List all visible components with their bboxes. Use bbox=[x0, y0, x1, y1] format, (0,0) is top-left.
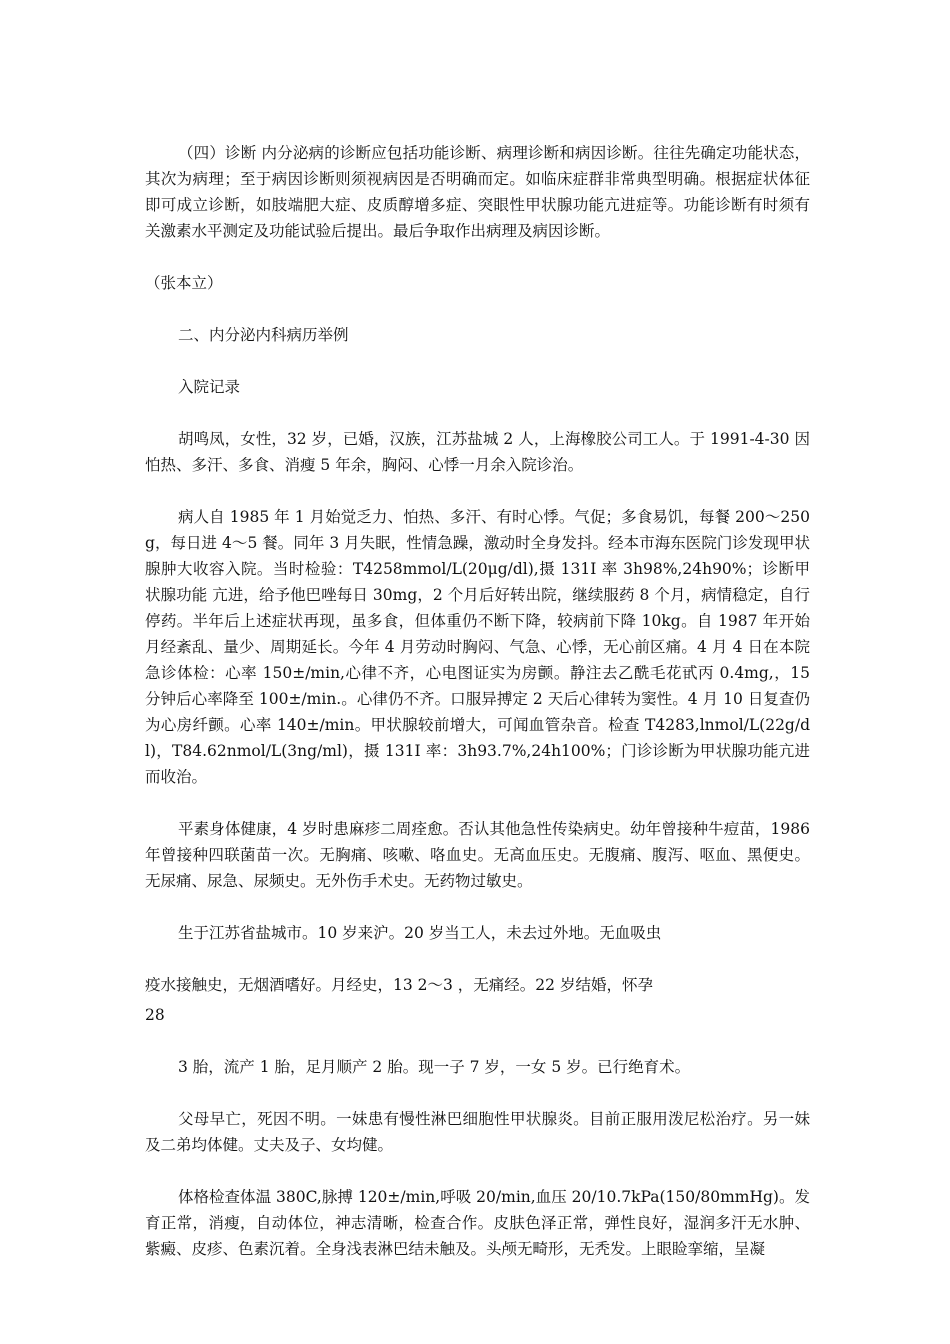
paragraph-family-history: 父母早亡，死因不明。一妹患有慢性淋巴细胞性甲状腺炎。目前正服用泼尼松治疗。另一妹及二弟均体健。丈夫及子、女均健。 bbox=[145, 1110, 810, 1154]
paragraph-physical-exam: 体格检查体温 380C,脉搏 120±/min,呼吸 20/min,血压 20/10.7kPa(150/80mmHg)。发育正常，消瘦，自动体位，神志清晰，检查合作。皮肤色泽正常，弹性良好，湿润多汗无水肿、紫癜、皮疹、色素沉着。全身浅表淋巴结未触及。头颅无畸形，无秃发。上眼睑挛缩，呈凝 bbox=[145, 1188, 810, 1258]
paragraph-personal-history: 生于江苏省盐城市。10 岁来沪。20 岁当工人，未去过外地。无血吸虫 bbox=[178, 924, 662, 942]
page-number: 28 bbox=[145, 1006, 165, 1024]
document-page bbox=[145, 140, 810, 1288]
paragraph-menstrual-history: 疫水接触史，无烟酒嗜好。月经史，13 2～3 ，无痛经。22 岁结婚，怀孕 bbox=[145, 976, 653, 994]
paragraph-patient-info: 胡鸣凤，女性，32 岁，已婚，汉族，江苏盐城 2 人，上海橡胶公司工人。于 1991-4-30 因怕热、多汗、多食、消瘦 5 年余，胸闷、心悸一月余入院诊治。 bbox=[145, 430, 810, 474]
paragraph-present-illness: 病人自 1985 年 1 月始觉乏力、怕热、多汗、有时心悸。气促；多食易饥，每餐 200～250g，每日进 4～5 餐。同年 3 月失眠，性情急躁，激动时全身发抖。经本市海东医院门诊发现甲状腺肿大收容入院。当时检验：T4258mmol/L(20μg/dl),摄 131I 率 3h98%,24h90%；诊断甲状腺功能 亢进，给予他巴唑每日 30mg，2 个月后好转出院，继续服药 8 个月，病情稳定，自行停药。半年后上述症状再现，虽多食，但体重仍不断下降，较病前下降 10kg。自 1987 年开始月经紊乱、量少、周期延长。今年 4 月劳动时胸闷、气急、心悸，无心前区痛。4 月 4 日在本院急诊体检：心率 150±/min,心律不齐，心电图证实为房颤。静注去乙酰毛花甙丙 0.4mg,，15 分钟后心率降至 100±/min.。心律仍不齐。口服异搏定 2 天后心律转为窦性。4 月 10 日复查仍为心房纤颤。心率 140±/min。甲状腺较前增大，可闻血管杂音。检查 T4283,lnmol/L(22g/dl)，T84.62nmol/L(3ng/ml)，摄 131I 率：3h93.7%,24h100%；门诊诊断为甲状腺功能亢进而收治。 bbox=[145, 508, 810, 786]
subsection-heading: 入院记录 bbox=[178, 378, 241, 396]
paragraph-pregnancy-history: 3 胎，流产 1 胎，足月顺产 2 胎。现一子 7 岁，一女 5 岁。已行绝育术。 bbox=[178, 1058, 691, 1076]
section-heading: 二、内分泌内科病历举例 bbox=[178, 326, 349, 344]
author-attribution: （张本立） bbox=[145, 274, 223, 292]
paragraph-diagnosis: （四）诊断 内分泌病的诊断应包括功能诊断、病理诊断和病因诊断。往往先确定功能状态，其次为病理；至于病因诊断则须视病因是否明确而定。如临床症群非常典型明确。根据症状体征即可成立诊断，如肢端肥大症、皮质醇增多症、突眼性甲状腺功能亢进症等。功能诊断有时须有关激素水平测定及功能试验后提出。最后争取作出病理及病因诊断。 bbox=[145, 144, 810, 240]
paragraph-past-history: 平素身体健康，4 岁时患麻疹二周痊愈。否认其他急性传染病史。幼年曾接种牛痘苗，1986 年曾接种四联菌苗一次。无胸痛、咳嗽、咯血史。无高血压史。无腹痛、腹泻、呕血、黑便史。无尿痛、尿急、尿频史。无外伤手术史。无药物过敏史。 bbox=[145, 820, 810, 890]
